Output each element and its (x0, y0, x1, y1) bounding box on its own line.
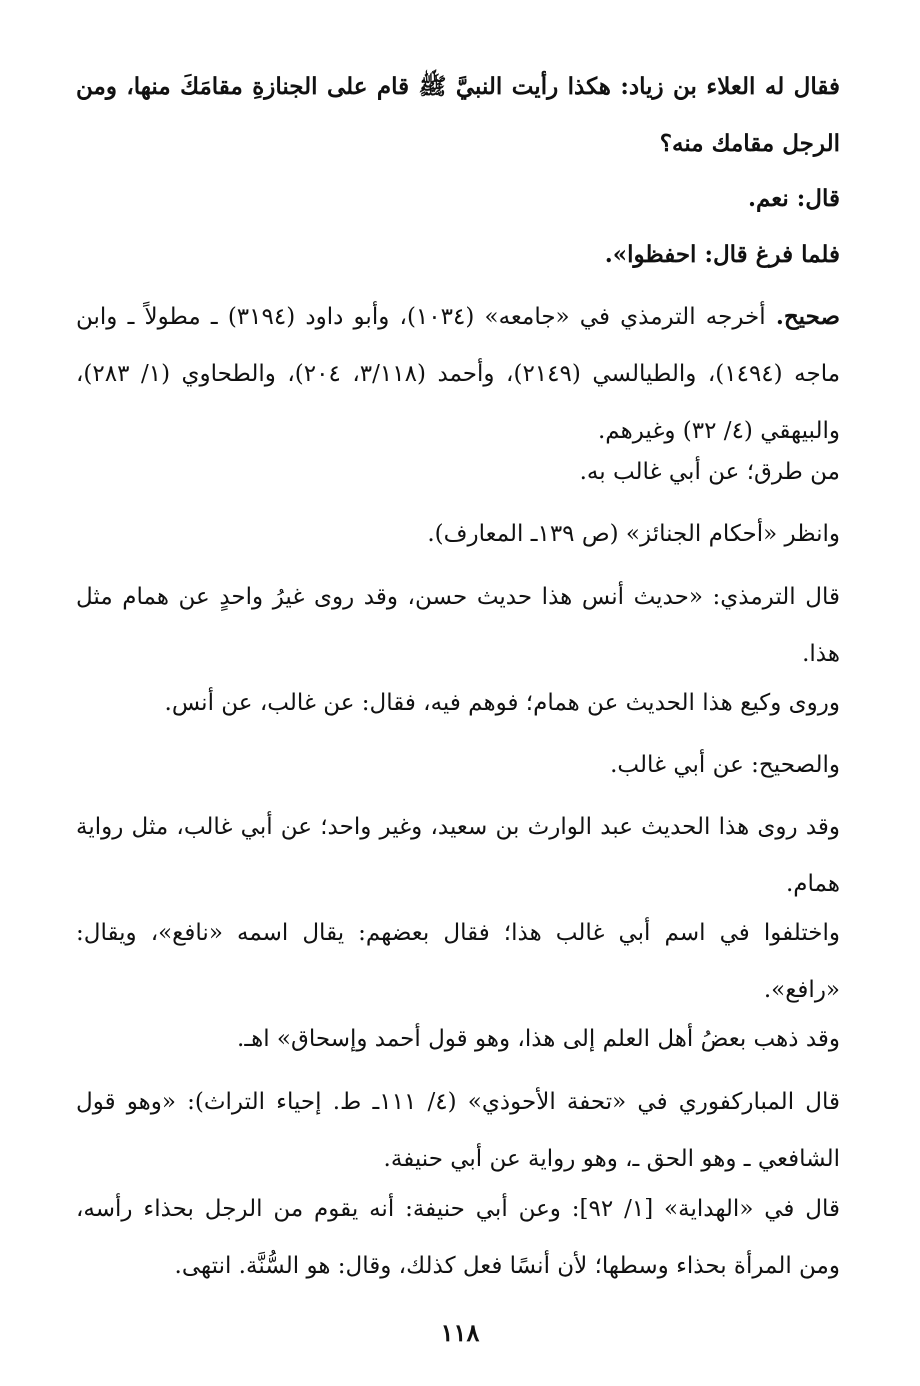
paragraph-takhrij (76, 288, 840, 460)
paragraph-abd-al-warith: وقد روى هذا الحديث عبد الوارث بن سعيد، وغير واحد؛ عن أبي غالب، مثل رواية همام. (76, 814, 840, 897)
takhrij-text: أخرجه الترمذي في «جامعه» (١٠٣٤)، وأبو داود (٣١٩٤) ـ مطولاً ـ وابن ماجه (١٤٩٤)، والطيالسي (٢١٤٩)، وأحمد (٣/١١٨، ٢٠٤)، والطحاوي (١/ ٢٨٣)، والبيهقي (٤/ ٣٢) وغيرهم. (76, 304, 841, 444)
paragraph-name-dispute: واختلفوا في اسم أبي غالب هذا؛ فقال بعضهم: يقال اسمه «نافع»، ويقال: «رافع». (76, 920, 840, 1003)
paragraph-sahih: والصحيح: عن أبي غالب. (610, 752, 840, 778)
paragraph-hadith-continuation: فقال له العلاء بن زياد: هكذا رأيت النبيَّ ﷺ قام على الجنازةِ مقامَكَ منها، ومن الرجل مقامك منه؟ (76, 73, 840, 157)
paragraph-turuq: من طرق؛ عن أبي غالب به. (579, 459, 840, 485)
paragraph-tirmidhi-quote: قال الترمذي: «حديث أنس هذا حديث حسن، وقد روى غيرُ واحدٍ عن همام مثل هذا. (76, 584, 840, 667)
page-number: ١١٨ (440, 1318, 480, 1347)
paragraph-scholars-view: وقد ذهب بعضُ أهل العلم إلى هذا، وهو قول أحمد وإسحاق» اهـ. (237, 1026, 840, 1052)
paragraph-answer: قال: نعم. (747, 185, 840, 212)
grade-label: صحيح. (775, 303, 840, 330)
paragraph-hidaya: قال في «الهداية» [١/ ٩٢]: وعن أبي حنيفة: أنه يقوم من الرجل بحذاء رأسه، ومن المرأة بحذاء وسطها؛ لأن أنسًا فعل كذلك، وقال: هو السُّنَّة. انتهى. (76, 1196, 841, 1279)
paragraph-waki: وروى وكيع هذا الحديث عن همام؛ فوهم فيه، فقال: عن غالب، عن أنس. (164, 690, 840, 716)
paragraph-hadith-end: فلما فرغ قال: احفظوا». (604, 241, 840, 268)
paragraph-reference: وانظر «أحكام الجنائز» (ص ١٣٩ـ المعارف). (427, 521, 840, 547)
paragraph-mubarakfuri: قال المباركفوري في «تحفة الأحوذي» (٤/ ١١١ـ ط. إحياء التراث): «وهو قول الشافعي ـ وهو الحق ـ، وهو رواية عن أبي حنيفة. (76, 1089, 840, 1172)
